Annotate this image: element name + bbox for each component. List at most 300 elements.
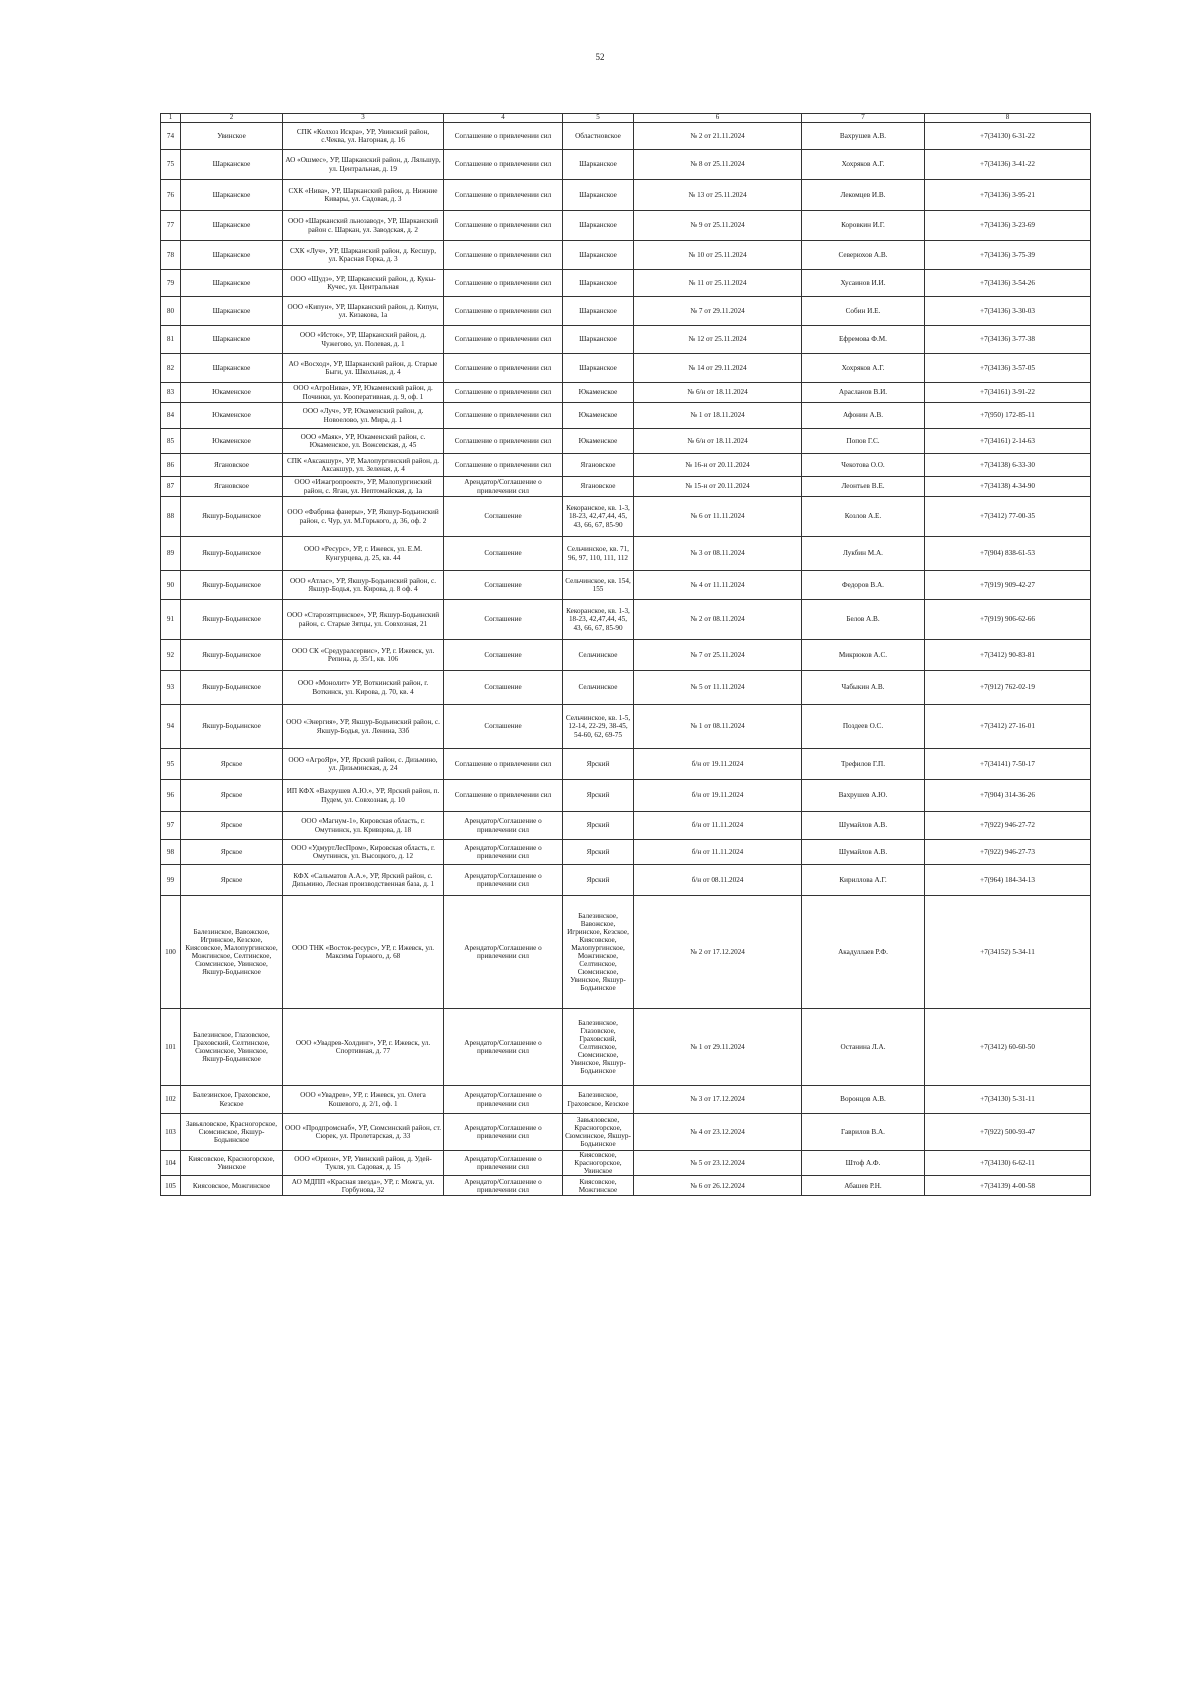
contact-person-cell: Акадуллаев Р.Ф.: [802, 896, 925, 1009]
column-header: 7: [802, 114, 925, 123]
column-header: 3: [283, 114, 444, 123]
row-number-cell: 90: [161, 571, 181, 600]
forestry-cell: Юкаменское: [563, 383, 634, 403]
contact-person-cell: Леонтьев В.Е.: [802, 477, 925, 497]
forestry-cell: Ягановское: [563, 477, 634, 497]
forestry-cell: Шарканское: [563, 354, 634, 383]
agreement-type-cell: Соглашение о привлечении сил: [444, 780, 563, 812]
agreement-number-cell: № 3 от 17.12.2024: [634, 1086, 802, 1114]
contact-person-cell: Гаврилов В.А.: [802, 1114, 925, 1151]
forestry-cell: Балезинское, Глазовское, Граховский, Селтинское, Сюмсинское, Увинское, Якшур-Бодьинское: [563, 1009, 634, 1086]
agreement-number-cell: № 6 от 26.12.2024: [634, 1176, 802, 1196]
row-number-cell: 94: [161, 705, 181, 749]
forestry-cell: Ярский: [563, 812, 634, 840]
agreement-type-cell: Арендатор/Соглашение о привлечении сил: [444, 1151, 563, 1176]
agreement-type-cell: Соглашение: [444, 497, 563, 537]
forestry-cell: Сельчинское, кв. 71, 96, 97, 110, 111, 112: [563, 537, 634, 571]
table-row: [161, 403, 1091, 429]
forestry-cell: Сельчинское: [563, 671, 634, 705]
organization-cell: ООО «Ресурс», УР, г. Ижевск, ул. Е.М. Кунгурцева, д. 25, кв. 44: [283, 537, 444, 571]
row-number-cell: 96: [161, 780, 181, 812]
agreement-number-cell: № 2 от 21.11.2024: [634, 123, 802, 150]
phone-cell: +7(34138) 6-33-30: [925, 454, 1091, 477]
municipality-cell: Ягановское: [181, 454, 283, 477]
agreement-type-cell: Соглашение: [444, 705, 563, 749]
organization-cell: СПК «Колхоз Искра», УР, Увинский район, с.Чеква, ул. Нагорная, д. 16: [283, 123, 444, 150]
row-number-cell: 86: [161, 454, 181, 477]
agreement-type-cell: Соглашение о привлечении сил: [444, 270, 563, 297]
agreement-number-cell: № 6/н от 18.11.2024: [634, 429, 802, 454]
forestry-cell: Балезинское, Вавожское, Игринское, Кезское, Киясовское, Малопургинское, Можгинское, Селтинское, Сюмсинское, Увинское, Якшур-Бодьинское: [563, 896, 634, 1009]
organization-cell: ООО «АгроЯр», УР, Ярский район, с. Дизьмино, ул. Дизьминская, д. 24: [283, 749, 444, 780]
phone-cell: +7(922) 946-27-73: [925, 840, 1091, 865]
column-header: 8: [925, 114, 1091, 123]
contact-person-cell: Вахрушев А.В.: [802, 123, 925, 150]
contact-person-cell: Микрюков А.С.: [802, 640, 925, 671]
row-number-cell: 97: [161, 812, 181, 840]
row-number-cell: 78: [161, 241, 181, 270]
forestry-cell: Завьяловское, Красногорское, Сюмсинское, Якшур-Бодьинское: [563, 1114, 634, 1151]
agreement-type-cell: Арендатор/Соглашение о привлечении сил: [444, 865, 563, 896]
phone-cell: +7(34139) 4-00-58: [925, 1176, 1091, 1196]
contact-person-cell: Поздеев О.С.: [802, 705, 925, 749]
contact-person-cell: Лукбин М.А.: [802, 537, 925, 571]
table-row: [161, 640, 1091, 671]
agreement-number-cell: № 9 от 25.11.2024: [634, 211, 802, 241]
forestry-cell: Шарканское: [563, 180, 634, 211]
municipality-cell: Завьяловское, Красногорское, Сюмсинское, Якшур-Бодьинское: [181, 1114, 283, 1151]
row-number-cell: 104: [161, 1151, 181, 1176]
table-row: [161, 1151, 1091, 1176]
contact-person-cell: Собин И.Е.: [802, 297, 925, 326]
organization-cell: ООО «Энергия», УР, Якшур-Бодьинский район, с. Якшур-Бодья, ул. Ленина, 33б: [283, 705, 444, 749]
phone-cell: +7(34152) 5-34-11: [925, 896, 1091, 1009]
agreement-number-cell: № 2 от 17.12.2024: [634, 896, 802, 1009]
row-number-cell: 101: [161, 1009, 181, 1086]
table-row: [161, 671, 1091, 705]
contact-person-cell: Хохряков А.Г.: [802, 354, 925, 383]
organization-cell: ООО «Маяк», УР, Юкаменский район, с. Юкаменское, ул. Вожсевская, д. 45: [283, 429, 444, 454]
table-row: [161, 600, 1091, 640]
municipality-cell: Балезинское, Граховское, Кезское: [181, 1086, 283, 1114]
municipality-cell: Увинское: [181, 123, 283, 150]
organization-cell: ООО «Фабрика фанеры», УР, Якшур-Бодьинский район, с. Чур, ул. М.Горького, д. 36, оф. 2: [283, 497, 444, 537]
municipality-cell: Ярское: [181, 780, 283, 812]
agreement-number-cell: № 4 от 23.12.2024: [634, 1114, 802, 1151]
phone-cell: +7(3412) 60-60-50: [925, 1009, 1091, 1086]
agreement-number-cell: № 11 от 25.11.2024: [634, 270, 802, 297]
table-row: [161, 840, 1091, 865]
contact-person-cell: Трефилов Г.П.: [802, 749, 925, 780]
organization-cell: ООО «Ижагропроект», УР, Малопургинский район, с. Яган, ул. Нептомайская, д. 1а: [283, 477, 444, 497]
contact-person-cell: Афонин А.В.: [802, 403, 925, 429]
phone-cell: +7(34161) 2-14-63: [925, 429, 1091, 454]
contact-person-cell: Коровкин И.Г.: [802, 211, 925, 241]
agreement-type-cell: Соглашение о привлечении сил: [444, 429, 563, 454]
organization-cell: ООО СК «Средуралсервис», УР, г. Ижевск, ул. Репина, д. 35/1, кв. 106: [283, 640, 444, 671]
row-number-cell: 95: [161, 749, 181, 780]
agreement-type-cell: Арендатор/Соглашение о привлечении сил: [444, 1009, 563, 1086]
contact-person-cell: Вахрушев А.Ю.: [802, 780, 925, 812]
table-row: [161, 1114, 1091, 1151]
table-row: [161, 1176, 1091, 1196]
agreement-type-cell: Арендатор/Соглашение о привлечении сил: [444, 840, 563, 865]
forestry-cell: Шарканское: [563, 241, 634, 270]
column-number-row: [161, 114, 1091, 123]
table-row: [161, 812, 1091, 840]
phone-cell: +7(912) 762-02-19: [925, 671, 1091, 705]
municipality-cell: Шарканское: [181, 326, 283, 354]
row-number-cell: 84: [161, 403, 181, 429]
municipality-cell: Шарканское: [181, 241, 283, 270]
agreement-type-cell: Соглашение о привлечении сил: [444, 211, 563, 241]
agreement-type-cell: Соглашение: [444, 600, 563, 640]
agreement-type-cell: Арендатор/Соглашение о привлечении сил: [444, 1114, 563, 1151]
contact-person-cell: Штоф А.Ф.: [802, 1151, 925, 1176]
forestry-cell: Шарканское: [563, 150, 634, 180]
phone-cell: +7(904) 838-61-53: [925, 537, 1091, 571]
agreement-number-cell: № 6 от 11.11.2024: [634, 497, 802, 537]
row-number-cell: 83: [161, 383, 181, 403]
forestry-cell: Шарканское: [563, 270, 634, 297]
municipality-cell: Якшур-Бодьинское: [181, 571, 283, 600]
row-number-cell: 89: [161, 537, 181, 571]
forestry-cell: Кекоранское, кв. 1-3, 18-23, 42,47,44, 45, 43, 66, 67, 85-90: [563, 497, 634, 537]
phone-cell: +7(34130) 5-31-11: [925, 1086, 1091, 1114]
table-row: [161, 705, 1091, 749]
phone-cell: +7(34136) 3-23-69: [925, 211, 1091, 241]
agreement-type-cell: Соглашение: [444, 671, 563, 705]
agreement-number-cell: № 10 от 25.11.2024: [634, 241, 802, 270]
agreement-number-cell: № 4 от 11.11.2024: [634, 571, 802, 600]
phone-cell: +7(34130) 6-31-22: [925, 123, 1091, 150]
forestry-cell: Ярский: [563, 780, 634, 812]
phone-cell: +7(34136) 3-77-38: [925, 326, 1091, 354]
agreement-number-cell: № 8 от 25.11.2024: [634, 150, 802, 180]
contact-person-cell: Хусаинов И.И.: [802, 270, 925, 297]
table-row: [161, 354, 1091, 383]
table-row: [161, 270, 1091, 297]
municipality-cell: Юкаменское: [181, 403, 283, 429]
forestry-cell: Юкаменское: [563, 429, 634, 454]
column-header: 5: [563, 114, 634, 123]
organization-cell: ООО «Монолит» УР, Воткинский район, г. Воткинск, ул. Кирова, д. 70, кв. 4: [283, 671, 444, 705]
table-row: [161, 383, 1091, 403]
contact-person-cell: Белов А.В.: [802, 600, 925, 640]
contact-person-cell: Шумайлов А.В.: [802, 840, 925, 865]
row-number-cell: 100: [161, 896, 181, 1009]
municipality-cell: Шарканское: [181, 270, 283, 297]
forestry-cell: Ярский: [563, 865, 634, 896]
contact-person-cell: Чекотова О.О.: [802, 454, 925, 477]
phone-cell: +7(34136) 3-30-03: [925, 297, 1091, 326]
row-number-cell: 93: [161, 671, 181, 705]
municipality-cell: Ягановское: [181, 477, 283, 497]
phone-cell: +7(34136) 3-95-21: [925, 180, 1091, 211]
agreement-number-cell: № 13 от 25.11.2024: [634, 180, 802, 211]
table-row: [161, 429, 1091, 454]
organization-cell: АО «Ошмес», УР, Шарканский район, д. Ляльшур, ул. Центральная, д. 19: [283, 150, 444, 180]
contact-person-cell: Лекомцев И.В.: [802, 180, 925, 211]
row-number-cell: 76: [161, 180, 181, 211]
agreement-type-cell: Соглашение о привлечении сил: [444, 454, 563, 477]
organization-cell: ООО «Исток», УР, Шарканский район, д. Чужегово, ул. Полевая, д. 1: [283, 326, 444, 354]
organization-cell: ООО «Атлас», УР, Якшур-Бодьинский район, с. Якшур-Бодья, ул. Кирова, д. 8 оф. 4: [283, 571, 444, 600]
forestry-cell: Ягановское: [563, 454, 634, 477]
table-row: [161, 150, 1091, 180]
phone-cell: +7(3412) 77-00-35: [925, 497, 1091, 537]
row-number-cell: 85: [161, 429, 181, 454]
table-row: [161, 865, 1091, 896]
agreement-number-cell: № 7 от 29.11.2024: [634, 297, 802, 326]
column-header: 6: [634, 114, 802, 123]
agreement-type-cell: Соглашение: [444, 537, 563, 571]
table-row: [161, 454, 1091, 477]
organization-cell: ООО «Магнум-1», Кировская область, г. Омутнинск, ул. Кривцова, д. 18: [283, 812, 444, 840]
agreement-type-cell: Соглашение: [444, 571, 563, 600]
municipality-cell: Якшур-Бодьинское: [181, 671, 283, 705]
row-number-cell: 81: [161, 326, 181, 354]
forestry-cell: Сельчинское: [563, 640, 634, 671]
organization-cell: КФХ «Сальматов А.А.», УР, Ярский район, с. Дизьмино, Лесная производственная база, д. 1: [283, 865, 444, 896]
agreement-number-cell: б/н от 08.11.2024: [634, 865, 802, 896]
agreement-type-cell: Соглашение о привлечении сил: [444, 749, 563, 780]
phone-cell: +7(919) 909-42-27: [925, 571, 1091, 600]
organization-cell: ООО «Кипун», УР, Шарканский район, д. Кипун, ул. Кизакова, 1а: [283, 297, 444, 326]
municipality-cell: Якшур-Бодьинское: [181, 600, 283, 640]
table-row: [161, 241, 1091, 270]
row-number-cell: 103: [161, 1114, 181, 1151]
table-row: [161, 297, 1091, 326]
agreement-number-cell: № 7 от 25.11.2024: [634, 640, 802, 671]
municipality-cell: Киясовское, Можгинское: [181, 1176, 283, 1196]
organization-cell: АО «Восход», УР, Шарканский район, д. Старые Быги, ул. Школьная, д. 4: [283, 354, 444, 383]
organization-cell: АО МДПП «Красная звезда», УР, г. Можга, ул. Горбунова, 32: [283, 1176, 444, 1196]
municipality-cell: Балезинское, Вавожское, Игринское, Кезское, Киясовское, Малопургинское, Можгинское, Селтинское, Сюмсинское, Увинское, Якшур-Бодьинское: [181, 896, 283, 1009]
agreement-number-cell: б/н от 11.11.2024: [634, 812, 802, 840]
municipality-cell: Якшур-Бодьинское: [181, 537, 283, 571]
agreement-number-cell: б/н от 11.11.2024: [634, 840, 802, 865]
agreement-number-cell: № 1 от 08.11.2024: [634, 705, 802, 749]
agreement-number-cell: № 15-н от 20.11.2024: [634, 477, 802, 497]
agreement-type-cell: Соглашение о привлечении сил: [444, 123, 563, 150]
municipality-cell: Якшур-Бодьинское: [181, 705, 283, 749]
page-number: 52: [595, 52, 605, 62]
phone-cell: +7(34136) 3-75-39: [925, 241, 1091, 270]
phone-cell: +7(34138) 4-34-90: [925, 477, 1091, 497]
row-number-cell: 91: [161, 600, 181, 640]
agreement-number-cell: № 5 от 23.12.2024: [634, 1151, 802, 1176]
organization-cell: ООО «Орион», УР, Увинский район, д. Удей-Тукля, ул. Садовая, д. 15: [283, 1151, 444, 1176]
agreement-type-cell: Соглашение о привлечении сил: [444, 297, 563, 326]
organization-cell: ООО «Увадрев-Холдинг», УР, г. Ижевск, ул. Спортивная, д. 77: [283, 1009, 444, 1086]
agreement-number-cell: б/н от 19.11.2024: [634, 780, 802, 812]
agreement-type-cell: Соглашение: [444, 640, 563, 671]
municipality-cell: Ярское: [181, 749, 283, 780]
forestry-cell: Ярский: [563, 749, 634, 780]
organization-cell: ООО «Продпромснаб», УР, Сюмсинский район, ст. Сюрек, ул. Пролетарская, д. 33: [283, 1114, 444, 1151]
municipality-cell: Юкаменское: [181, 429, 283, 454]
forestry-cell: Кекоранское, кв. 1-3, 18-23, 42,47,44, 45, 43, 66, 67, 85-90: [563, 600, 634, 640]
agreement-type-cell: Арендатор/Соглашение о привлечении сил: [444, 1086, 563, 1114]
municipality-cell: Шарканское: [181, 297, 283, 326]
agreement-type-cell: Арендатор/Соглашение о привлечении сил: [444, 896, 563, 1009]
forestry-cell: Киясовское, Красногорское, Увинское: [563, 1151, 634, 1176]
agreement-number-cell: № 3 от 08.11.2024: [634, 537, 802, 571]
organization-cell: ООО «Шудэ», УР, Шарканский район, д. Кукы-Кучес, ул. Центральная: [283, 270, 444, 297]
row-number-cell: 98: [161, 840, 181, 865]
column-header: 2: [181, 114, 283, 123]
phone-cell: +7(3412) 27-16-01: [925, 705, 1091, 749]
table-row: [161, 1009, 1091, 1086]
row-number-cell: 102: [161, 1086, 181, 1114]
municipality-cell: Якшур-Бодьинское: [181, 497, 283, 537]
contact-person-cell: Останина Л.А.: [802, 1009, 925, 1086]
contact-person-cell: Кириллова А.Г.: [802, 865, 925, 896]
table-row: [161, 896, 1091, 1009]
agreement-number-cell: № 2 от 08.11.2024: [634, 600, 802, 640]
municipality-cell: Шарканское: [181, 211, 283, 241]
forestry-cell: Юкаменское: [563, 403, 634, 429]
contact-person-cell: Хохряков А.Г.: [802, 150, 925, 180]
phone-cell: +7(34136) 3-54-26: [925, 270, 1091, 297]
organization-cell: ООО «Луч», УР, Юкаменский район, д. Новоелово, ул. Мира, д. 1: [283, 403, 444, 429]
row-number-cell: 87: [161, 477, 181, 497]
agreement-type-cell: Соглашение о привлечении сил: [444, 150, 563, 180]
table-row: [161, 180, 1091, 211]
contact-person-cell: Федоров В.А.: [802, 571, 925, 600]
row-number-cell: 105: [161, 1176, 181, 1196]
table-row: [161, 1086, 1091, 1114]
phone-cell: +7(34161) 3-91-22: [925, 383, 1091, 403]
agreement-number-cell: № 14 от 29.11.2024: [634, 354, 802, 383]
table-row: [161, 123, 1091, 150]
row-number-cell: 75: [161, 150, 181, 180]
organization-cell: ООО «УдмуртЛесПром», Кировская область, г. Омутнинск, ул. Высоцкого, д. 12: [283, 840, 444, 865]
column-header: 4: [444, 114, 563, 123]
contact-person-cell: Попов Г.С.: [802, 429, 925, 454]
agreement-number-cell: № 1 от 18.11.2024: [634, 403, 802, 429]
agreement-number-cell: № 16-н от 20.11.2024: [634, 454, 802, 477]
agreement-type-cell: Арендатор/Соглашение о привлечении сил: [444, 477, 563, 497]
agreement-number-cell: № 1 от 29.11.2024: [634, 1009, 802, 1086]
municipality-cell: Шарканское: [181, 354, 283, 383]
forestry-cell: Шарканское: [563, 326, 634, 354]
contact-person-cell: Шумайлов А.В.: [802, 812, 925, 840]
forestry-cell: Шарканское: [563, 297, 634, 326]
forestry-cell: Сельчинское, кв. 154, 155: [563, 571, 634, 600]
table-body: [161, 123, 1091, 1196]
row-number-cell: 99: [161, 865, 181, 896]
phone-cell: +7(950) 172-85-11: [925, 403, 1091, 429]
phone-cell: +7(964) 184-34-13: [925, 865, 1091, 896]
table-row: [161, 497, 1091, 537]
municipality-cell: Ярское: [181, 865, 283, 896]
phone-cell: +7(904) 314-36-26: [925, 780, 1091, 812]
row-number-cell: 77: [161, 211, 181, 241]
forestry-cell: Балезинское, Граховское, Кезское: [563, 1086, 634, 1114]
agreement-number-cell: № 6/н от 18.11.2024: [634, 383, 802, 403]
forestry-cell: Областновское: [563, 123, 634, 150]
organization-cell: ИП КФХ «Вахрушев А.Ю.», УР, Ярский район, п. Пудем, ул. Совхозная, д. 10: [283, 780, 444, 812]
row-number-cell: 88: [161, 497, 181, 537]
agreement-type-cell: Арендатор/Соглашение о привлечении сил: [444, 812, 563, 840]
contact-person-cell: Ефремова Ф.М.: [802, 326, 925, 354]
row-number-cell: 82: [161, 354, 181, 383]
table-row: [161, 477, 1091, 497]
phone-cell: +7(3412) 90-83-81: [925, 640, 1091, 671]
municipality-cell: Юкаменское: [181, 383, 283, 403]
municipality-cell: Шарканское: [181, 180, 283, 211]
organization-cell: ООО «АгроНива», УР, Юкаменский район, д. Починки, ул. Кооперативная, д. 9, оф. 1: [283, 383, 444, 403]
contact-person-cell: Северюхов А.В.: [802, 241, 925, 270]
phone-cell: +7(922) 500-93-47: [925, 1114, 1091, 1151]
agreement-type-cell: Соглашение о привлечении сил: [444, 383, 563, 403]
row-number-cell: 74: [161, 123, 181, 150]
table-row: [161, 211, 1091, 241]
municipality-cell: Ярское: [181, 840, 283, 865]
row-number-cell: 79: [161, 270, 181, 297]
phone-cell: +7(34136) 3-41-22: [925, 150, 1091, 180]
contact-person-cell: Чабыкин А.В.: [802, 671, 925, 705]
agreement-type-cell: Соглашение о привлечении сил: [444, 241, 563, 270]
organization-cell: СПК «Аксакшур», УР, Малопургинский район, д. Аксакшур, ул. Зеленая, д. 4: [283, 454, 444, 477]
agreement-number-cell: № 12 от 25.11.2024: [634, 326, 802, 354]
phone-cell: +7(34130) 6-62-11: [925, 1151, 1091, 1176]
municipality-cell: Киясовское, Красногорское, Увинское: [181, 1151, 283, 1176]
table-row: [161, 749, 1091, 780]
organization-cell: ООО «Шарканский льнозавод», УР, Шарканский район с. Шаркан, ул. Заводская, д. 2: [283, 211, 444, 241]
table-row: [161, 326, 1091, 354]
contact-person-cell: Козлов А.Е.: [802, 497, 925, 537]
organization-cell: СХК «Луч», УР, Шарканский район, д. Кесшур, ул. Красная Горка, д. 3: [283, 241, 444, 270]
row-number-cell: 80: [161, 297, 181, 326]
municipality-cell: Балезинское, Глазовское, Граховский, Селтинское, Сюмсинское, Увинское, Якшур-Бодьинское: [181, 1009, 283, 1086]
column-header: 1: [161, 114, 181, 123]
forestry-cell: Шарканское: [563, 211, 634, 241]
phone-cell: +7(34141) 7-50-17: [925, 749, 1091, 780]
phone-cell: +7(919) 906-62-66: [925, 600, 1091, 640]
table-row: [161, 780, 1091, 812]
forestry-cell: Сельчинское, кв. 1-5, 12-14, 22-29, 38-45, 54-60, 62, 69-75: [563, 705, 634, 749]
organization-cell: ООО «Старозятцинское», УР, Якшур-Бодьинский район, с. Старые Зятцы, ул. Совхозная, 21: [283, 600, 444, 640]
register-table: [160, 113, 1091, 1196]
agreement-type-cell: Соглашение о привлечении сил: [444, 326, 563, 354]
agreement-type-cell: Соглашение о привлечении сил: [444, 403, 563, 429]
phone-cell: +7(922) 946-27-72: [925, 812, 1091, 840]
municipality-cell: Якшур-Бодьинское: [181, 640, 283, 671]
agreement-type-cell: Соглашение о привлечении сил: [444, 180, 563, 211]
organization-cell: СХК «Нива», УР, Шарканский район, д. Нижние Кивары, ул. Садовая, д. 3: [283, 180, 444, 211]
municipality-cell: Ярское: [181, 812, 283, 840]
agreement-number-cell: б/н от 19.11.2024: [634, 749, 802, 780]
forestry-cell: Ярский: [563, 840, 634, 865]
contact-person-cell: Абашев Р.Н.: [802, 1176, 925, 1196]
contact-person-cell: Воронцов А.В.: [802, 1086, 925, 1114]
agreement-type-cell: Арендатор/Соглашение о привлечении сил: [444, 1176, 563, 1196]
agreement-number-cell: № 5 от 11.11.2024: [634, 671, 802, 705]
municipality-cell: Шарканское: [181, 150, 283, 180]
phone-cell: +7(34136) 3-57-05: [925, 354, 1091, 383]
contact-person-cell: Арасланов В.И.: [802, 383, 925, 403]
table-row: [161, 571, 1091, 600]
forestry-cell: Киясовское, Можгинское: [563, 1176, 634, 1196]
row-number-cell: 92: [161, 640, 181, 671]
organization-cell: ООО ТНК «Восток-ресурс», УР, г. Ижевск, ул. Максима Горького, д. 68: [283, 896, 444, 1009]
table-row: [161, 537, 1091, 571]
agreement-type-cell: Соглашение о привлечении сил: [444, 354, 563, 383]
organization-cell: ООО «Увадрев», УР, г. Ижевск, ул. Олега Кошевого, д. 2/1, оф. 1: [283, 1086, 444, 1114]
